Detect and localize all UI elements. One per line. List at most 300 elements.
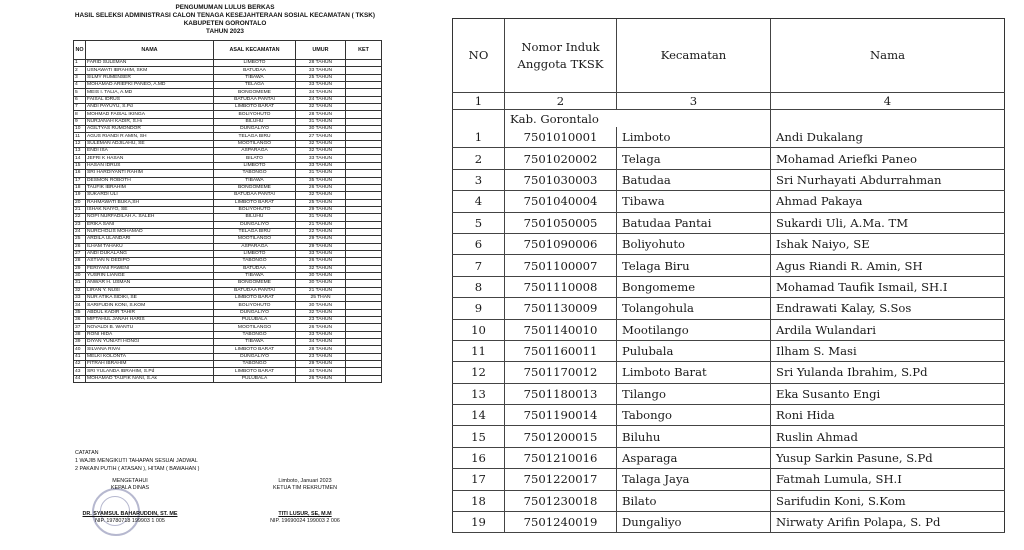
applicant-row	[74, 243, 382, 250]
applicant-kecamatan: BATUDAA PANTAI	[214, 96, 296, 103]
applicant-age: 33 TAHUN	[296, 331, 346, 338]
member-no: 9	[453, 298, 505, 319]
applicant-no: 27	[74, 250, 86, 257]
applicant-name: FITRAH IBRAHIM	[86, 361, 214, 368]
member-kecamatan: Biluhu	[617, 426, 771, 447]
applicant-age: 31 TAHUN	[296, 214, 346, 221]
applicant-ket	[346, 206, 382, 213]
member-kecamatan: Talaga Jaya	[617, 469, 771, 490]
applicant-name: MELKI KOLONTA	[86, 353, 214, 360]
signature-left	[70, 478, 190, 525]
member-name: Fatmah Lumula, SH.I	[771, 469, 1005, 490]
member-kecamatan: Telaga Biru	[617, 255, 771, 276]
member-kecamatan: Limboto	[617, 127, 771, 148]
applicant-no: 4	[74, 82, 86, 89]
header-nomor-induk: Nomor Induk Anggota TKSK	[505, 19, 617, 93]
member-no: 13	[453, 383, 505, 404]
member-kecamatan: Tolangohula	[617, 298, 771, 319]
applicant-name: NURJANAH KADIR, S.Hi	[86, 118, 214, 125]
applicant-ket	[346, 170, 382, 177]
index-cell: 4	[771, 93, 1005, 110]
applicant-row	[74, 111, 382, 118]
applicant-age: 29 TAHUN	[296, 361, 346, 368]
applicant-kecamatan: PULUBALA	[214, 317, 296, 324]
sig-right-nip: NIP. 19690024 199003 2 006	[270, 518, 340, 524]
applicant-age: 30 TAHUN	[296, 126, 346, 133]
applicant-row	[74, 353, 382, 360]
applicant-name: RAHMAWATI BUKA,SH	[86, 199, 214, 206]
member-name: Andi Dukalang	[771, 127, 1005, 148]
applicant-ket	[346, 96, 382, 103]
applicant-row	[74, 309, 382, 316]
applicant-name: DESMON ROBOTH	[86, 177, 214, 184]
member-nia: 7501180013	[505, 383, 617, 404]
member-name: Sri Yulanda Ibrahim, S.Pd	[771, 362, 1005, 383]
applicant-no: 1	[74, 60, 86, 67]
applicant-kecamatan: BILATO	[214, 155, 296, 162]
applicant-kecamatan: BONGOMEME	[214, 89, 296, 96]
applicant-row	[74, 89, 382, 96]
applicant-ket	[346, 265, 382, 272]
applicant-age: 32 TAHUN	[296, 265, 346, 272]
applicant-ket	[346, 177, 382, 184]
member-nia: 7501050005	[505, 212, 617, 233]
applicant-row	[74, 206, 382, 213]
applicant-age: 26 TAHUN	[296, 375, 346, 382]
member-kecamatan: Batudaa	[617, 169, 771, 190]
col-umur: UMUR	[296, 41, 346, 60]
applicant-ket	[346, 361, 382, 368]
applicant-no: 43	[74, 368, 86, 375]
applicant-row	[74, 140, 382, 147]
applicant-age: 25 TAHUN	[296, 74, 346, 81]
applicant-row	[74, 104, 382, 111]
member-no: 10	[453, 319, 505, 340]
applicant-no: 33	[74, 295, 86, 302]
member-no: 17	[453, 469, 505, 490]
member-name: Mohamad Taufik Ismail, SH.I	[771, 276, 1005, 297]
applicant-name: MIFTAHUL JANAH HARIS	[86, 317, 214, 324]
applicant-row	[74, 199, 382, 206]
applicant-kecamatan: TABONGO	[214, 258, 296, 265]
applicant-no: 32	[74, 287, 86, 294]
applicant-age: 34 TAHUN	[296, 89, 346, 96]
applicant-name: FAISAL IDRUS	[86, 96, 214, 103]
applicant-row	[74, 126, 382, 133]
applicant-ket	[346, 192, 382, 199]
applicant-ket	[346, 228, 382, 235]
applicant-age: 31 TAHUN	[296, 170, 346, 177]
applicant-row	[74, 192, 382, 199]
member-row	[453, 469, 1005, 490]
applicant-row	[74, 74, 382, 81]
header-nama: Nama	[771, 19, 1005, 93]
member-no: 15	[453, 426, 505, 447]
applicant-kecamatan: LIMBOTO BARAT	[214, 104, 296, 111]
applicant-row	[74, 258, 382, 265]
member-no: 5	[453, 212, 505, 233]
member-nia: 7501010001	[505, 127, 617, 148]
applicant-row	[74, 324, 382, 331]
member-row	[453, 512, 1005, 533]
sig-left-name: DR. SYAMSUL BAHARUDDIN, ST. ME	[82, 511, 178, 517]
applicant-kecamatan: TABONGO	[214, 331, 296, 338]
member-nia: 7501240019	[505, 512, 617, 533]
applicant-age: 32 TAHUN	[296, 148, 346, 155]
member-row	[453, 362, 1005, 383]
applicant-no: 14	[74, 155, 86, 162]
col-no: NO	[74, 41, 86, 60]
doc-title-3: KABUPETEN GORONTALO	[183, 20, 267, 27]
applicant-name: NOVALDI B. WANTU	[86, 324, 214, 331]
applicant-kecamatan: ASPARAGA	[214, 148, 296, 155]
applicant-no: 22	[74, 214, 86, 221]
applicant-age: 23 TAHUN	[296, 353, 346, 360]
member-no: 7	[453, 255, 505, 276]
column-index-row	[453, 93, 1005, 110]
applicant-no: 38	[74, 331, 86, 338]
applicant-name: YUSRIN LIANGE	[86, 272, 214, 279]
applicant-no: 3	[74, 74, 86, 81]
applicant-kecamatan: TABONGO	[214, 361, 296, 368]
applicant-no: 44	[74, 375, 86, 382]
member-nia: 7501210016	[505, 447, 617, 468]
applicant-no: 31	[74, 280, 86, 287]
applicant-kecamatan: BONGOMEME	[214, 184, 296, 191]
member-kecamatan: Pulubala	[617, 340, 771, 361]
applicant-name: ISHAK NAIYO, SE	[86, 206, 214, 213]
applicant-kecamatan: ASPARAGA	[214, 243, 296, 250]
applicant-row	[74, 60, 382, 67]
member-row	[453, 490, 1005, 511]
applicant-kecamatan: TIBAWA	[214, 272, 296, 279]
applicant-ket	[346, 375, 382, 382]
applicant-row	[74, 331, 382, 338]
member-row	[453, 405, 1005, 426]
member-no: 19	[453, 512, 505, 533]
applicant-age: 33 TAHUN	[296, 155, 346, 162]
applicant-name: AGILTYAS RUMONDOR	[86, 126, 214, 133]
applicant-row	[74, 118, 382, 125]
applicant-ket	[346, 236, 382, 243]
index-cell: 3	[617, 93, 771, 110]
applicant-no: 24	[74, 228, 86, 235]
applicant-ket	[346, 133, 382, 140]
applicant-name: AGUS RIANDI R AMIN, SH	[86, 133, 214, 140]
applicant-kecamatan: BATUDAA PANTAI	[214, 287, 296, 294]
applicant-age: 30 TAHUN	[296, 302, 346, 309]
member-no: 8	[453, 276, 505, 297]
applicant-no: 8	[74, 111, 86, 118]
applicant-no: 25	[74, 236, 86, 243]
applicant-kecamatan: BILUHU	[214, 214, 296, 221]
applicant-age: 32 TAHUN	[296, 140, 346, 147]
applicant-name: USNAWATI IBRAHIM, SKM	[86, 67, 214, 74]
member-no: 12	[453, 362, 505, 383]
signature-right	[240, 478, 370, 525]
applicant-no: 41	[74, 353, 86, 360]
member-kecamatan: Tibawa	[617, 191, 771, 212]
member-name: Ruslin Ahmad	[771, 426, 1005, 447]
member-row	[453, 212, 1005, 233]
applicant-ket	[346, 302, 382, 309]
applicant-no: 19	[74, 192, 86, 199]
applicant-age: 26 TAHUN	[296, 324, 346, 331]
applicant-row	[74, 346, 382, 353]
applicant-kecamatan: PULUBALA	[214, 375, 296, 382]
applicant-row	[74, 361, 382, 368]
applicant-no: 13	[74, 148, 86, 155]
member-kecamatan: Bongomeme	[617, 276, 771, 297]
applicant-ket	[346, 339, 382, 346]
applicant-age: 30 TAHUN	[296, 272, 346, 279]
applicant-name: TAUFIK IBRAHIM	[86, 184, 214, 191]
applicant-no: 11	[74, 133, 86, 140]
applicant-name: ANWAR H. USMAN	[86, 280, 214, 287]
applicant-name: SRI HARDIYANTI RAHIM	[86, 170, 214, 177]
applicant-name: ILHAM TAHAKU	[86, 243, 214, 250]
applicant-no: 18	[74, 184, 86, 191]
applicant-age: 29 TAHUN	[296, 206, 346, 213]
applicant-kecamatan: TIBAWA	[214, 177, 296, 184]
applicant-ket	[346, 82, 382, 89]
applicant-kecamatan: TELAGA BIRU	[214, 133, 296, 140]
applicant-ket	[346, 331, 382, 338]
applicant-age: 34 TAHUN	[296, 339, 346, 346]
applicant-no: 36	[74, 317, 86, 324]
applicant-age: 33 TAHUN	[296, 250, 346, 257]
applicant-name: ANDI DUKALANG	[86, 250, 214, 257]
member-nia: 7501170012	[505, 362, 617, 383]
applicant-name: ERIKA SANI	[86, 221, 214, 228]
applicant-ket	[346, 258, 382, 265]
member-nia: 7501190014	[505, 405, 617, 426]
member-row	[453, 383, 1005, 404]
applicant-ket	[346, 280, 382, 287]
applicant-age: 22 TAHUN	[296, 228, 346, 235]
note-2: 2 PAKAIN PUTIH ( ATASAN ), HITAM ( BAWAHAN )	[75, 466, 200, 472]
member-kecamatan: Telaga	[617, 148, 771, 169]
applicant-kecamatan: BATUDAA	[214, 265, 296, 272]
applicant-row	[74, 265, 382, 272]
applicant-age: 33 TAHUN	[296, 82, 346, 89]
applicant-no: 30	[74, 272, 86, 279]
applicant-kecamatan: DUNGALIYO	[214, 309, 296, 316]
applicant-row	[74, 177, 382, 184]
applicant-ket	[346, 309, 382, 316]
col-ket: KET	[346, 41, 382, 60]
applicant-ket	[346, 324, 382, 331]
applicant-row	[74, 82, 382, 89]
applicant-kecamatan: MOOTILANGO	[214, 236, 296, 243]
applicant-age: 29 TAHUN	[296, 236, 346, 243]
applicant-kecamatan: MOOTILANGO	[214, 324, 296, 331]
applicant-row	[74, 96, 382, 103]
applicant-kecamatan: DUNGALIYO	[214, 221, 296, 228]
applicant-no: 6	[74, 96, 86, 103]
sig-left-line-1: MENGETAHUI	[112, 478, 148, 484]
applicant-ket	[346, 67, 382, 74]
notes-title: CATATAN	[75, 450, 99, 456]
tksk-member-table-panel	[452, 18, 1004, 528]
applicant-no: 12	[74, 140, 86, 147]
member-row	[453, 233, 1005, 254]
applicant-age: 24 TAHUN	[296, 96, 346, 103]
member-nia: 7501130009	[505, 298, 617, 319]
applicant-no: 15	[74, 162, 86, 169]
applicant-row	[74, 295, 382, 302]
applicant-no: 20	[74, 199, 86, 206]
applicant-ket	[346, 287, 382, 294]
applicant-row	[74, 133, 382, 140]
applicant-row	[74, 339, 382, 346]
applicant-age: 28 TAHUN	[296, 60, 346, 67]
member-no: 14	[453, 405, 505, 426]
applicant-no: 21	[74, 206, 86, 213]
applicant-no: 42	[74, 361, 86, 368]
applicant-row	[74, 272, 382, 279]
region-label: Kab. Gorontalo	[505, 110, 771, 128]
applicant-ket	[346, 221, 382, 228]
member-nia: 7501160011	[505, 340, 617, 361]
member-name: Ishak Naiyo, SE	[771, 233, 1005, 254]
member-row	[453, 298, 1005, 319]
applicant-age: 21 TAHUN	[296, 221, 346, 228]
member-nia: 7501110008	[505, 276, 617, 297]
applicant-kecamatan: BATUDAA PANTAI	[214, 192, 296, 199]
applicant-kecamatan: LIMBOTO BARAT	[214, 346, 296, 353]
applicant-age: 30 TAHUN	[296, 280, 346, 287]
applicant-ket	[346, 184, 382, 191]
applicant-row	[74, 287, 382, 294]
applicant-name: RONI HIDA	[86, 331, 214, 338]
member-row	[453, 426, 1005, 447]
member-no: 18	[453, 490, 505, 511]
member-no: 6	[453, 233, 505, 254]
member-row	[453, 191, 1005, 212]
applicant-row	[74, 375, 382, 382]
applicant-row	[74, 280, 382, 287]
applicant-row	[74, 236, 382, 243]
applicant-row	[74, 228, 382, 235]
doc-title-4: TAHUN 2023	[206, 28, 244, 35]
applicant-ket	[346, 111, 382, 118]
applicant-name: ASTIAN N DEDIPO	[86, 258, 214, 265]
member-nia: 7501020002	[505, 148, 617, 169]
member-kecamatan: Tilango	[617, 383, 771, 404]
applicant-name: HASAN IDRUS	[86, 162, 214, 169]
applicant-ket	[346, 140, 382, 147]
applicant-ket	[346, 162, 382, 169]
member-name: Sarifudin Koni, S.Kom	[771, 490, 1005, 511]
applicant-ket	[346, 272, 382, 279]
member-kecamatan: Tabongo	[617, 405, 771, 426]
member-kecamatan: Bilato	[617, 490, 771, 511]
member-name: Ardila Wulandari	[771, 319, 1005, 340]
applicant-no: 17	[74, 177, 86, 184]
member-row	[453, 340, 1005, 361]
applicant-ket	[346, 353, 382, 360]
applicant-name: SRI YULANDA IBRAHIM, S.Pd	[86, 368, 214, 375]
applicant-kecamatan: TELAGA	[214, 82, 296, 89]
applicant-kecamatan: TELAGA BIRU	[214, 228, 296, 235]
member-row	[453, 255, 1005, 276]
applicant-no: 16	[74, 170, 86, 177]
member-name: Sri Nurhayati Abdurrahman	[771, 169, 1005, 190]
applicant-no: 5	[74, 89, 86, 96]
applicant-age: 28 TAHUN	[296, 111, 346, 118]
member-nia: 7501220017	[505, 469, 617, 490]
applicant-age: 32 TAHUN	[296, 309, 346, 316]
member-row	[453, 127, 1005, 148]
applicant-age: 32 TAHUN	[296, 192, 346, 199]
header-no: NO	[453, 19, 505, 93]
doc-title-1: PENGUMUMAN LULUS BERKAS	[175, 4, 275, 11]
applicant-row	[74, 214, 382, 221]
note-1: 1 WAJIB MENGIKUTI TAHAPAN SESUAI JADWAL	[75, 458, 198, 464]
member-no: 11	[453, 340, 505, 361]
region-row	[453, 110, 1005, 128]
sig-right-name: TITI LUSUR, SE, M.M	[278, 511, 332, 517]
applicant-kecamatan: BATUDAA	[214, 67, 296, 74]
member-no: 16	[453, 447, 505, 468]
applicant-ket	[346, 243, 382, 250]
applicant-kecamatan: LIMBOTO BARAT	[214, 295, 296, 302]
applicant-ket	[346, 60, 382, 67]
member-nia: 7501200015	[505, 426, 617, 447]
sig-right-line-2: KETUA TIM REKRUTMEN	[273, 485, 337, 491]
applicant-row	[74, 368, 382, 375]
applicant-age: 33 TAHUN	[296, 162, 346, 169]
applicant-ket	[346, 155, 382, 162]
applicant-kecamatan: LIMBOTO	[214, 60, 296, 67]
applicant-kecamatan: LIMBOTO BARAT	[214, 199, 296, 206]
applicant-kecamatan: TABONGO	[214, 170, 296, 177]
member-row	[453, 319, 1005, 340]
applicant-ket	[346, 214, 382, 221]
applicant-ket	[346, 199, 382, 206]
applicant-age: 31 TAHUN	[296, 118, 346, 125]
applicant-name: LIRAN Y. NUSI	[86, 287, 214, 294]
member-row	[453, 276, 1005, 297]
applicant-row	[74, 148, 382, 155]
applicant-kecamatan: BONGOMEME	[214, 280, 296, 287]
member-kecamatan: Dungaliyo	[617, 512, 771, 533]
member-nia: 7501090006	[505, 233, 617, 254]
header-kecamatan: Kecamatan	[617, 19, 771, 93]
applicant-kecamatan: DUNGALIYO	[214, 353, 296, 360]
applicant-name: ARDILA ULANDARI	[86, 236, 214, 243]
applicant-name: MOHMAD FAISAL IKINGA	[86, 111, 214, 118]
applicant-age: 26 TAHUN	[296, 184, 346, 191]
applicant-kecamatan: LIMBOTO	[214, 250, 296, 257]
applicant-name: FERIYANI PAWENI	[86, 265, 214, 272]
applicant-age: 27 TAHUN	[296, 133, 346, 140]
applicant-row	[74, 221, 382, 228]
notes	[75, 449, 199, 473]
member-row	[453, 447, 1005, 468]
member-name: Sukardi Uli, A.Ma. TM	[771, 212, 1005, 233]
applicant-name: ABDUL KADIR TAHIR	[86, 309, 214, 316]
applicant-age: 23 TAHUN	[296, 317, 346, 324]
applicant-name: SARIFUDIN KONI, S.KOM	[86, 302, 214, 309]
applicant-row	[74, 162, 382, 169]
applicant-no: 35	[74, 309, 86, 316]
member-no: 3	[453, 169, 505, 190]
applicant-no: 40	[74, 346, 86, 353]
applicant-name: SUKARDI ULI	[86, 192, 214, 199]
applicant-row	[74, 155, 382, 162]
